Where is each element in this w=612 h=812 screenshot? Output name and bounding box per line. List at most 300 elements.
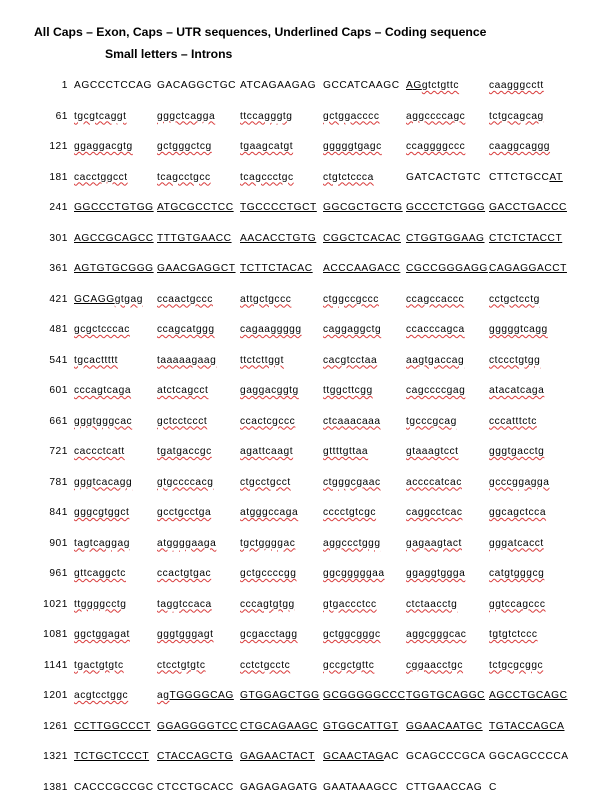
coding-segment: GCCCTCTGGG (406, 202, 485, 213)
intron-segment: tcagccctgc (240, 172, 294, 183)
sequence-block (74, 416, 132, 427)
sequence-block (157, 721, 238, 732)
intron-segment: gggtgggagt (157, 629, 214, 640)
coding-segment: AGCCGCAGCC (74, 233, 154, 244)
coding-segment: TGTACCAGCA (489, 721, 565, 732)
coding-segment: CCTTGGCCCT (74, 721, 151, 732)
sequence-block (489, 690, 568, 701)
sequence-block (489, 751, 569, 762)
intron-segment: gtctgttc (422, 80, 459, 91)
position-number: 1201 (43, 690, 68, 701)
coding-segment: GCAACTAG (323, 751, 384, 762)
sequence-block (406, 477, 462, 488)
sequence-block (489, 446, 544, 457)
sequence-row (0, 233, 612, 264)
sequence-block (240, 172, 294, 183)
intron-segment: ctgcctgcct (240, 477, 291, 488)
intron-segment: ccaggggccc (406, 141, 465, 152)
position-number: 1 (62, 80, 68, 91)
position-number: 601 (49, 385, 68, 396)
intron-segment: aggccccagc (406, 111, 465, 122)
intron-segment: cacgtcctaa (323, 355, 377, 366)
intron-segment: atacatcaga (489, 385, 544, 396)
intron-segment: gcccggagga (489, 477, 549, 488)
sequence-block (240, 263, 313, 274)
intron-segment: ag (157, 690, 169, 701)
intron-segment: taaaaagaag (157, 355, 216, 366)
sequence-block (74, 660, 124, 671)
sequence-block (74, 355, 118, 366)
sequence-block (74, 782, 154, 793)
intron-segment: caggaggctg (323, 324, 381, 335)
sequence-row (0, 385, 612, 416)
sequence-block (157, 782, 234, 793)
utr-segment: ATCAGAAGAG (240, 80, 316, 91)
position-number: 961 (49, 568, 68, 579)
sequence-block (323, 202, 403, 213)
utr-segment: CTTCTGCC (489, 172, 549, 183)
sequence-block (240, 324, 302, 335)
intron-segment: tgatgaccgc (157, 446, 212, 457)
sequence-block (157, 294, 213, 305)
intron-segment: ccactcgccc (240, 416, 295, 427)
sequence-block (240, 446, 293, 457)
utr-segment: GAGAGAGATG (240, 782, 318, 793)
sequence-block (240, 477, 291, 488)
sequence-block (157, 507, 211, 518)
sequence-block (406, 599, 457, 610)
sequence-block (74, 446, 125, 457)
sequence-row (0, 111, 612, 142)
intron-segment: ttccagggtg (240, 111, 293, 122)
intron-segment: accccatcac (406, 477, 462, 488)
sequence-block (489, 660, 543, 671)
intron-segment: gccgctgttc (323, 660, 374, 671)
sequence-row (0, 690, 612, 721)
sequence-block (74, 568, 126, 579)
utr-segment: GCCATCAAGC (323, 80, 400, 91)
sequence-block (406, 233, 485, 244)
sequence-block (157, 568, 211, 579)
intron-segment: ccaactgccc (157, 294, 213, 305)
intron-segment: cccagtcaga (74, 385, 131, 396)
sequence-block (157, 233, 232, 244)
sequence-block (406, 751, 486, 762)
coding-segment: GACCTGACCC (489, 202, 567, 213)
sequence-block (489, 538, 544, 549)
sequence-block (323, 507, 376, 518)
sequence-block (240, 751, 315, 762)
intron-segment: tgactgtgtc (74, 660, 124, 671)
sequence-block (323, 599, 377, 610)
intron-segment: ctgggcgaac (323, 477, 381, 488)
intron-segment: gctgggctcg (157, 141, 212, 152)
intron-segment: gggcgtggct (74, 507, 129, 518)
sequence-block (489, 111, 544, 122)
sequence-block (157, 141, 212, 152)
sequence-block (406, 202, 485, 213)
sequence-block (74, 324, 130, 335)
sequence-block (323, 782, 398, 793)
coding-segment: TTTGTGAACC (157, 233, 232, 244)
intron-segment: gcgacctagg (240, 629, 298, 640)
sequence-block (323, 80, 400, 91)
sequence-block (74, 751, 149, 762)
intron-segment: caggcctcac (406, 507, 462, 518)
sequence-block (406, 80, 459, 91)
intron-segment: ggtccagccc (489, 599, 545, 610)
utr-segment: AGCCCTCCAG (74, 80, 152, 91)
sequence-block (489, 172, 563, 183)
sequence-block (323, 324, 381, 335)
sequence-row (0, 324, 612, 355)
sequence-block (323, 690, 405, 701)
utr-segment: GACAGGCTGC (157, 80, 236, 91)
intron-segment: caaggcaggg (489, 141, 550, 152)
coding-segment: ACCCAAGACC (323, 263, 400, 274)
sequence-row (0, 568, 612, 599)
intron-segment: atgggccaga (240, 507, 298, 518)
coding-segment: CTGCAGAAGC (240, 721, 318, 732)
sequence-row (0, 263, 612, 294)
sequence-block (240, 385, 299, 396)
sequence-block (489, 385, 544, 396)
intron-segment: gcctgcctga (157, 507, 211, 518)
intron-segment: atctcagcct (157, 385, 208, 396)
utr-segment: CACCCGCCGC (74, 782, 154, 793)
sequence-block (240, 416, 295, 427)
intron-segment: tgcacttttt (74, 355, 118, 366)
sequence-block (74, 507, 129, 518)
intron-segment: ctctaacctg (406, 599, 457, 610)
intron-segment: tgcccgcag (406, 416, 457, 427)
intron-segment: ccagcatggg (157, 324, 215, 335)
coding-segment: GAGAACTACT (240, 751, 315, 762)
position-number: 181 (49, 172, 68, 183)
intron-segment: aggccctggg (323, 538, 381, 549)
sequence-block (240, 690, 320, 701)
intron-segment: gtgccccacg (157, 477, 213, 488)
intron-segment: tagtcaggag (74, 538, 130, 549)
position-number: 901 (49, 538, 68, 549)
sequence-block (74, 629, 130, 640)
sequence-block (489, 721, 565, 732)
coding-segment: CTACCAGCTG (157, 751, 233, 762)
utr-segment: CTCCTGCACC (157, 782, 234, 793)
intron-segment: ggaggacgtg (74, 141, 133, 152)
position-number: 661 (49, 416, 68, 427)
coding-segment: TGGTGCAGGC (406, 690, 485, 701)
intron-segment: ttggcttcgg (323, 385, 373, 396)
sequence-block (406, 385, 465, 396)
intron-segment: gagaagtact (406, 538, 462, 549)
intron-segment: acgtcctggc (74, 690, 128, 701)
coding-segment: ATGCGCCTCC (157, 202, 234, 213)
utr-segment: CTTGAACCAG (406, 782, 482, 793)
coding-segment: AGCCTGCAGC (489, 690, 568, 701)
sequence-block (406, 446, 459, 457)
sequence-block (157, 477, 213, 488)
coding-segment: CTCTCTACCT (489, 233, 562, 244)
sequence-block (240, 599, 295, 610)
sequence-block (157, 660, 206, 671)
sequence-block (74, 233, 154, 244)
intron-segment: caccctcatt (74, 446, 125, 457)
sequence-block (74, 721, 151, 732)
sequence-block (157, 172, 211, 183)
intron-segment: gcgctcccac (74, 324, 130, 335)
utr-segment: C (489, 782, 497, 793)
position-number: 1141 (44, 660, 68, 671)
sequence-block (240, 202, 317, 213)
intron-segment: caagggcctt (489, 80, 544, 91)
coding-segment: TCTGCTCCCT (74, 751, 149, 762)
intron-segment: tgcgtcaggt (74, 111, 127, 122)
intron-segment: ccagccaccc (406, 294, 464, 305)
intron-segment: aggcgggcac (406, 629, 466, 640)
intron-segment: catgtgggcg (489, 568, 544, 579)
sequence-block (406, 507, 462, 518)
intron-segment: cagaaggggg (240, 324, 302, 335)
intron-segment: cctgctcctg (489, 294, 540, 305)
sequence-row (0, 202, 612, 233)
sequence-block (240, 111, 293, 122)
sequence-block (323, 477, 381, 488)
sequence-block (157, 446, 212, 457)
utr-segment: GAATAAAGCC (323, 782, 398, 793)
sequence-block (240, 233, 316, 244)
sequence-block (489, 507, 546, 518)
sequence-block (157, 80, 236, 91)
sequence-row (0, 477, 612, 508)
sequence-block (406, 355, 464, 366)
sequence-block (489, 80, 544, 91)
coding-segment: GGCCCTGTGG (74, 202, 154, 213)
sequence-block (406, 263, 488, 274)
sequence-listing (0, 80, 612, 812)
position-number: 781 (49, 477, 68, 488)
position-number: 241 (49, 202, 68, 213)
sequence-block (157, 355, 216, 366)
sequence-block (323, 263, 400, 274)
sequence-block (157, 690, 234, 701)
intron-segment: gtgag (115, 294, 143, 305)
sequence-block (489, 263, 567, 274)
sequence-block (74, 80, 152, 91)
position-number: 1081 (43, 629, 68, 640)
sequence-block (489, 294, 540, 305)
sequence-block (489, 202, 567, 213)
sequence-block (240, 294, 291, 305)
sequence-block (406, 141, 465, 152)
sequence-block (323, 660, 374, 671)
sequence-block (240, 568, 296, 579)
sequence-row (0, 538, 612, 569)
legend (34, 21, 486, 65)
sequence-row (0, 80, 612, 111)
intron-segment: gggtcacagg (74, 477, 132, 488)
intron-segment: gggctcagga (157, 111, 215, 122)
intron-segment: cccctgtcgc (323, 507, 376, 518)
sequence-block (240, 80, 316, 91)
sequence-row (0, 782, 612, 812)
intron-segment: gctggcgggc (323, 629, 381, 640)
legend-line-2: Small letters – Introns (34, 43, 486, 65)
intron-segment: ctggccgccc (323, 294, 379, 305)
coding-segment: TGGGGCAG (169, 690, 233, 701)
intron-segment: gggtgggcac (74, 416, 132, 427)
sequence-block (323, 385, 373, 396)
sequence-block (406, 324, 465, 335)
coding-segment: GTGGCATTGT (323, 721, 398, 732)
sequence-block (157, 751, 233, 762)
sequence-row (0, 141, 612, 172)
sequence-block (323, 141, 382, 152)
sequence-block (240, 782, 318, 793)
sequence-block (240, 629, 298, 640)
sequence-block (489, 324, 548, 335)
position-number: 421 (49, 294, 68, 305)
sequence-block (157, 599, 212, 610)
sequence-block (489, 599, 545, 610)
sequence-row (0, 355, 612, 386)
sequence-block (406, 538, 462, 549)
intron-segment: ctgtctccca (323, 172, 374, 183)
sequence-block (74, 294, 143, 305)
intron-segment: ggcgggggaa (323, 568, 385, 579)
sequence-block (406, 782, 482, 793)
position-number: 121 (49, 141, 68, 152)
sequence-block (406, 294, 464, 305)
sequence-block (489, 355, 540, 366)
position-number: 1381 (43, 782, 68, 793)
intron-segment: ggaggtggga (406, 568, 465, 579)
sequence-row (0, 446, 612, 477)
intron-segment: cagccccgag (406, 385, 465, 396)
intron-segment: gctcctccct (157, 416, 207, 427)
intron-segment: tcagcctgcc (157, 172, 211, 183)
coding-segment: CTGGTGGAAG (406, 233, 485, 244)
sequence-block (74, 690, 128, 701)
coding-segment: GAACGAGGCT (157, 263, 236, 274)
sequence-block (406, 660, 463, 671)
coding-segment: GCGGGGGCCC (323, 690, 405, 701)
sequence-block (74, 477, 132, 488)
intron-segment: ccactgtgac (157, 568, 211, 579)
intron-segment: gggggtcagg (489, 324, 548, 335)
position-number: 301 (49, 233, 68, 244)
sequence-block (406, 416, 457, 427)
intron-segment: tgtgtctccc (489, 629, 538, 640)
sequence-block (74, 172, 128, 183)
sequence-block (323, 172, 374, 183)
utr-segment: GCAGCCCGCA (406, 751, 486, 762)
sequence-block (240, 721, 318, 732)
sequence-row (0, 629, 612, 660)
coding-segment: GGAACAATGC (406, 721, 483, 732)
sequence-block (323, 721, 398, 732)
sequence-block (323, 416, 381, 427)
sequence-block (323, 294, 379, 305)
position-number: 1261 (43, 721, 68, 732)
sequence-row (0, 660, 612, 691)
sequence-row (0, 751, 612, 782)
coding-segment: CGCCGGGAGG (406, 263, 488, 274)
intron-segment: cctctgcctc (240, 660, 290, 671)
coding-segment: TCTTCTACAC (240, 263, 313, 274)
sequence-block (489, 782, 497, 793)
sequence-block (489, 477, 549, 488)
sequence-block (406, 172, 481, 183)
intron-segment: ctcctgtgtc (157, 660, 206, 671)
sequence-block (489, 629, 538, 640)
sequence-block (74, 385, 131, 396)
position-number: 481 (49, 324, 68, 335)
sequence-block (406, 629, 466, 640)
sequence-row (0, 507, 612, 538)
coding-segment: TGCCCCTGCT (240, 202, 317, 213)
sequence-block (489, 568, 544, 579)
sequence-block (406, 690, 485, 701)
sequence-block (240, 660, 290, 671)
intron-segment: gaggacggtg (240, 385, 299, 396)
intron-segment: ttggggcctg (74, 599, 127, 610)
coding-segment: GGAGGGGTCC (157, 721, 238, 732)
intron-segment: taggtccaca (157, 599, 212, 610)
intron-segment: agattcaagt (240, 446, 293, 457)
position-number: 1021 (43, 599, 68, 610)
sequence-block (157, 111, 215, 122)
sequence-row (0, 721, 612, 752)
sequence-block (74, 538, 130, 549)
position-number: 541 (49, 355, 68, 366)
intron-segment: gtgaccctcc (323, 599, 377, 610)
sequence-block (489, 141, 550, 152)
legend-line-1: All Caps – Exon, Caps – UTR sequences, Underlined Caps – Coding sequence (34, 21, 486, 43)
intron-segment: gggatcacct (489, 538, 544, 549)
intron-segment: cggaacctgc (406, 660, 463, 671)
intron-segment: ttctcttggt (240, 355, 284, 366)
sequence-row (0, 172, 612, 203)
coding-segment: CAGAGGACCT (489, 263, 567, 274)
sequence-block (489, 416, 537, 427)
position-number: 721 (49, 446, 68, 457)
sequence-block (74, 141, 133, 152)
sequence-block (240, 538, 295, 549)
sequence-block (240, 507, 298, 518)
sequence-block (323, 111, 379, 122)
intron-segment: ctcaaacaaa (323, 416, 381, 427)
coding-segment: GCAGG (74, 294, 115, 305)
intron-segment: ggctggagat (74, 629, 130, 640)
sequence-block (489, 233, 562, 244)
sequence-block (240, 141, 293, 152)
position-number: 361 (49, 263, 68, 274)
sequence-block (157, 324, 215, 335)
sequence-block (74, 111, 127, 122)
sequence-block (323, 568, 385, 579)
sequence-block (406, 111, 465, 122)
position-number: 61 (56, 111, 68, 122)
sequence-row (0, 599, 612, 630)
sequence-block (157, 202, 234, 213)
coding-segment: AACACCTGTG (240, 233, 316, 244)
sequence-block (157, 629, 214, 640)
sequence-block (74, 202, 154, 213)
intron-segment: tgctggggac (240, 538, 295, 549)
intron-segment: aagtgaccag (406, 355, 464, 366)
sequence-block (406, 568, 465, 579)
